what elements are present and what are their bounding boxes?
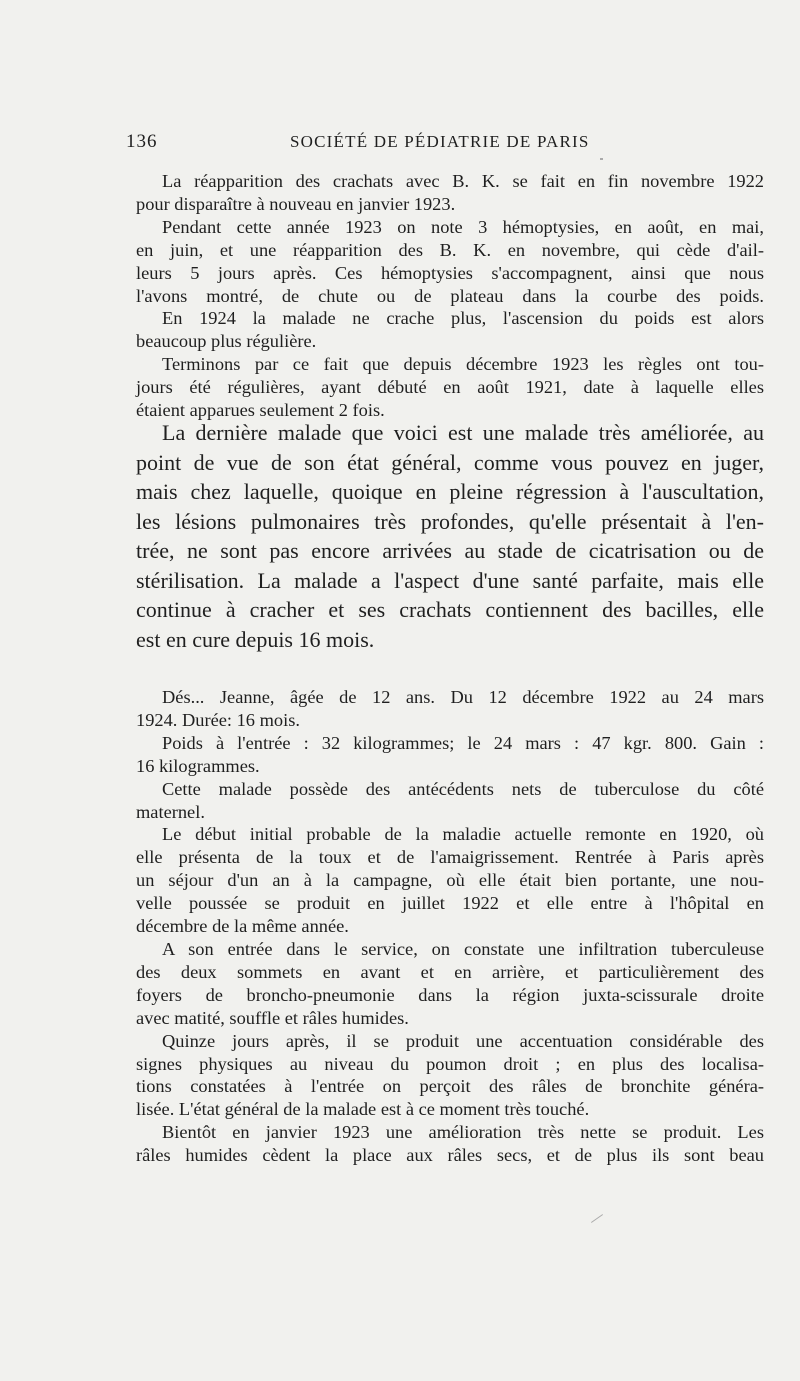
text-line: signes physiques au niveau du poumon droit ; en plus des localisa- [136, 1053, 764, 1074]
text-line: beaucoup plus régulière. [136, 331, 317, 352]
text-line: foyers de broncho-pneumonie dans la région juxta-scissurale droite [136, 984, 764, 1005]
text-line: elle présenta de la toux et de l'amaigrissement. Rentrée à Paris après [136, 847, 764, 868]
page-number: 136 [126, 131, 158, 152]
text-line: mais chez laquelle, quoique en pleine régression à l'auscultation, [136, 479, 764, 504]
case-history-continued [136, 170, 764, 422]
text-line: l'avons montré, de chute ou de plateau dans la courbe des poids. [136, 285, 764, 306]
text-line: continue à cracher et ses crachats contiennent des bacilles, elle [136, 597, 764, 622]
text-line: maternel. [136, 801, 205, 822]
text-line: décembre de la même année. [136, 916, 349, 937]
text-line: avec matité, souffle et râles humides. [136, 1007, 409, 1028]
main-paragraph [136, 418, 764, 654]
text-line: un séjour d'un an à la campagne, où elle était bien portante, une nou- [136, 870, 764, 891]
text-line: jours été régulières, ayant débuté en août 1921, date à laquelle elles [136, 377, 764, 398]
text-line: 16 kilogrammes. [136, 755, 260, 776]
text-line: A son entrée dans le service, on constate une infiltration tuberculeuse [162, 938, 764, 959]
text-line: Terminons par ce fait que depuis décembre 1923 les règles ont tou- [162, 354, 764, 375]
text-line: velle poussée se produit en juillet 1922 et elle entre à l'hôpital en [136, 893, 764, 914]
text-line: leurs 5 jours après. Ces hémoptysies s'accompagnent, ainsi que nous [136, 262, 764, 283]
running-header [126, 131, 756, 155]
text-line: En 1924 la malade ne crache plus, l'ascension du poids est alors [162, 308, 764, 329]
text-line: Dés... Jeanne, âgée de 12 ans. Du 12 décembre 1922 au 24 mars [162, 687, 764, 707]
text-line: en juin, et une réapparition des B. K. en novembre, qui cède d'ail- [136, 239, 764, 260]
text-line: pour disparaître à nouveau en janvier 1923. [136, 193, 456, 214]
text-line: trée, ne sont pas encore arrivées au stade de cicatrisation ou de [136, 538, 764, 563]
text-line: 1924. Durée: 16 mois. [136, 709, 300, 730]
case-report-jeanne [136, 686, 764, 1167]
running-title: SOCIÉTÉ DE PÉDIATRIE DE PARIS [290, 132, 590, 151]
text-line: lisée. L'état général de la malade est à ce moment très touché. [136, 1099, 590, 1120]
text-line: Le début initial probable de la maladie actuelle remonte en 1920, où [162, 824, 764, 845]
text-line: Poids à l'entrée : 32 kilogrammes; le 24 mars : 47 kgr. 800. Gain : [162, 732, 764, 753]
text-line: est en cure depuis 16 mois. [136, 626, 375, 652]
text-line: Quinze jours après, il se produit une accentuation considérable des [162, 1030, 764, 1051]
text-line: des deux sommets en avant et en arrière, et particulièrement des [136, 961, 764, 982]
text-line: étaient apparues seulement 2 fois. [136, 400, 385, 421]
text-line: Bientôt en janvier 1923 une amélioration très nette se produit. Les [162, 1122, 764, 1143]
text-line: Cette malade possède des antécédents nets de tuberculose du côté [162, 778, 764, 799]
text-line: tions constatées à l'entrée on perçoit des râles de bronchite généra- [136, 1076, 764, 1097]
text-line: La réapparition des crachats avec B. K. se fait en fin novembre 1922 [162, 171, 764, 191]
text-line: râles humides cèdent la place aux râles secs, et de plus ils sont beau [136, 1145, 764, 1166]
text-line: La dernière malade que voici est une malade très améliorée, au [162, 420, 764, 445]
print-speck [600, 158, 603, 160]
text-line: Pendant cette année 1923 on note 3 hémoptysies, en août, en mai, [162, 216, 764, 237]
text-line: point de vue de son état général, comme vous pouvez en juger, [136, 449, 764, 475]
print-speck [591, 1214, 603, 1223]
text-line: stérilisation. La malade a l'aspect d'une santé parfaite, mais elle [136, 567, 764, 593]
text-line: les lésions pulmonaires très profondes, qu'elle présentait à l'en- [136, 508, 764, 534]
